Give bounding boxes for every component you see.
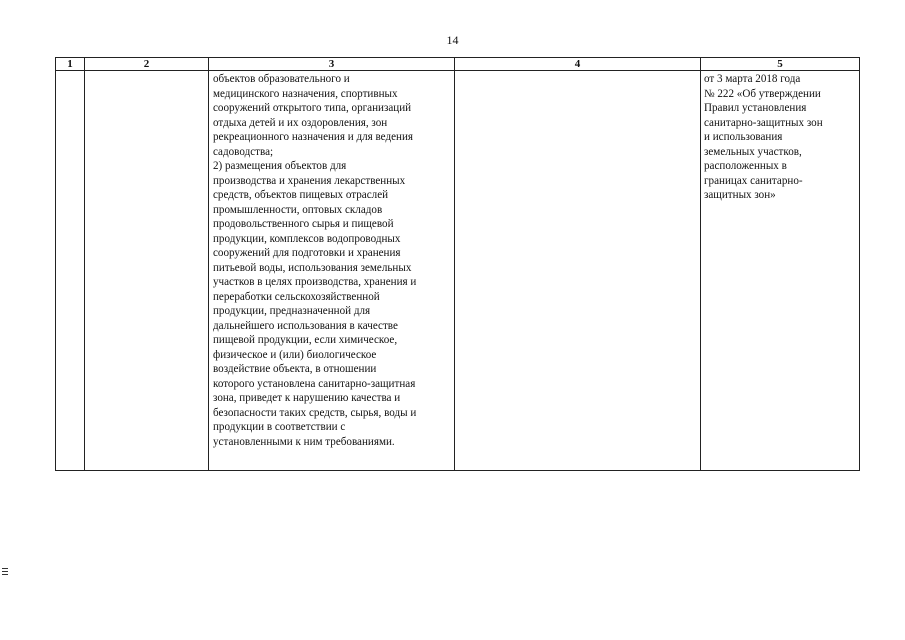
table-row [56, 71, 860, 471]
column-header-1: 1 [56, 58, 85, 71]
cell-col4-text [455, 71, 700, 72]
cell-col2 [85, 71, 209, 471]
table-header-row [56, 58, 860, 71]
margin-scan-mark [2, 568, 8, 577]
cell-col1 [56, 71, 85, 471]
cell-col3 [209, 71, 455, 471]
cell-col2-text [85, 71, 208, 72]
document-table [55, 57, 860, 471]
column-header-4: 4 [455, 58, 701, 71]
cell-col5-text: от 3 марта 2018 года № 222 «Об утверждении Правил установления санитарно-защитных зон и использования земельных участков, расположенных в границах санитарно- защитных зон» [704, 73, 823, 201]
cell-col1-text [56, 71, 84, 72]
cell-col5 [701, 71, 860, 471]
cell-col3-text: объектов образовательного и медицинского назначения, спортивных сооружений открытого типа, организаций отдыха детей и их оздоровления, зон рекреационного назначения и для ведения садоводства; 2) размещения объектов для производства и хранения лекарственных средств, объектов пищевых отраслей промышленности, оптовых складов продовольственного сырья и пищевой продукции, комплексов водопроводных сооружений для подготовки и хранения питьевой воды, использования земельных участков в целях производства, хранения и переработки сельскохозяйственной продукции, предназначенной для дальнейшего использования в качестве пищевой продукции, если химическое, физическое и (или) биологическое воздействие объекта, в отношении которого установлена санитарно-защитная зона, приведет к нарушению качества и безопасности таких средств, сырья, воды и продукции в соответствии с установленными к ним требованиями. [213, 73, 417, 448]
column-header-5: 5 [701, 58, 860, 71]
cell-col4 [455, 71, 701, 471]
page-number: 14 [446, 33, 459, 47]
column-header-2: 2 [85, 58, 209, 71]
column-header-3: 3 [209, 58, 455, 71]
